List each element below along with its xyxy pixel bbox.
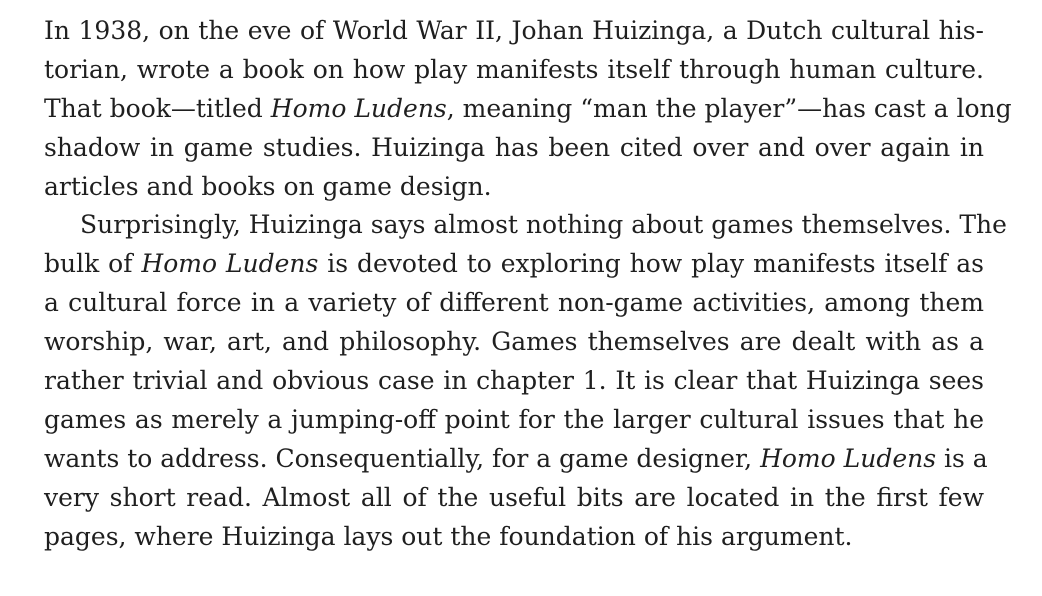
- text-line: [44, 518, 984, 557]
- text-run: Surprisingly, Huizinga says almost nothing about games themselves. The: [80, 210, 1007, 240]
- text-line: [44, 90, 1012, 129]
- text-run: is devoted to exploring how play manifests itself as: [318, 249, 985, 279]
- book-title-italic: Homo Ludens: [270, 93, 447, 123]
- text-run: wants to address. Consequentially, for a game designer,: [44, 443, 761, 473]
- book-title-italic: Homo Ludens: [760, 443, 937, 473]
- text-run: That book—titled: [44, 93, 271, 123]
- book-title-italic: Homo Ludens: [141, 249, 319, 279]
- text-run: bulk of: [44, 249, 142, 279]
- text-line: [44, 168, 984, 207]
- text-line: [44, 12, 984, 51]
- text-run: is a: [936, 443, 988, 473]
- paragraph-2: [44, 206, 1007, 556]
- text-line: [44, 323, 984, 362]
- text-line: [44, 51, 984, 90]
- text-run: pages, where Huizinga lays out the foundation of his argument.: [44, 521, 853, 551]
- text-run: In 1938, on the eve of World War II, Johan Huizinga, a Dutch cultural his-: [44, 16, 984, 45]
- text-run: very short read. Almost all of the useful bits are located in the first few: [44, 482, 984, 512]
- body-text: [44, 12, 1012, 556]
- text-run: a cultural force in a variety of different non-game activities, among them: [44, 288, 984, 318]
- text-line: [44, 440, 988, 479]
- text-run: articles and books on game design.: [44, 171, 492, 201]
- text-run: rather trivial and obvious case in chapter 1. It is clear that Huizinga sees: [44, 366, 984, 396]
- text-run: torian, wrote a book on how play manifests itself through human culture.: [44, 54, 984, 84]
- text-line: [44, 362, 984, 401]
- text-line: [44, 206, 1007, 245]
- text-run: , meaning “man the player”—has cast a long: [446, 93, 1012, 123]
- text-run: games as merely a jumping-off point for the larger cultural issues that he: [44, 404, 984, 434]
- text-run: shadow in game studies. Huizinga has been cited over and over again in: [44, 132, 984, 162]
- text-line: [44, 401, 984, 440]
- text-run: worship, war, art, and philosophy. Games themselves are dealt with as a: [44, 327, 984, 357]
- text-line: [44, 479, 984, 518]
- text-line: [44, 129, 984, 168]
- text-line: [44, 245, 984, 284]
- text-line: [44, 284, 984, 323]
- paragraph-1: [44, 12, 1012, 206]
